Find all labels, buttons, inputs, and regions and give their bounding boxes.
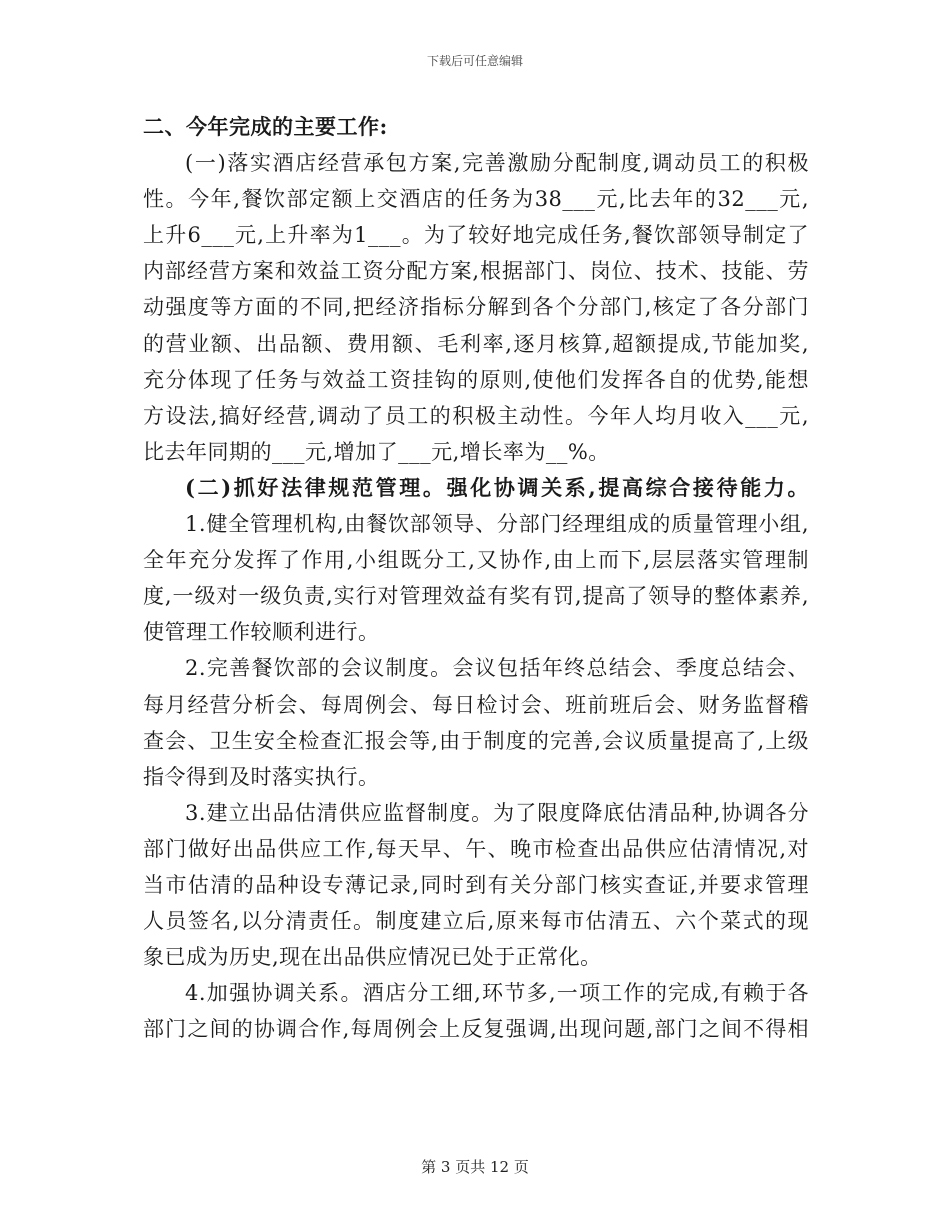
paragraph-line: 方设法,搞好经营,调动了员工的积极主动性。今年人均月收入___元, <box>143 403 809 428</box>
paragraph-line: 动强度等方面的不同,把经济指标分解到各个分部门,核定了各分部门 <box>143 295 809 320</box>
paragraph-line: 2.完善餐饮部的会议制度。会议包括年终总结会、季度总结会、 <box>185 656 809 681</box>
paragraph-line: 每月经营分析会、每周例会、每日检讨会、班前班后会、财务监督稽 <box>143 692 809 717</box>
paragraph-line: 象已成为历史,现在出品供应情况已处于正常化。 <box>143 945 602 970</box>
paragraph-line: (一)落实酒店经营承包方案,完善激励分配制度,调动员工的积极 <box>185 151 809 176</box>
paragraph-line: 部门做好出品供应工作,每天早、午、晚市检查出品供应估清情况,对 <box>143 836 809 861</box>
paragraph-line: 4.加强协调关系。酒店分工细,环节多,一项工作的完成,有赖于各 <box>185 981 809 1006</box>
page-header: 下载后可任意编辑 <box>426 54 523 68</box>
subsection-heading: (二)抓好法律规范管理。强化协调关系,提高综合接待能力。 <box>185 474 809 500</box>
paragraph-line: 充分体现了任务与效益工资挂钩的原则,使他们发挥各自的优势,能想 <box>143 367 809 392</box>
paragraph-line: 度,一级对一级负责,实行对管理效益有奖有罚,提高了领导的整体素养, <box>143 584 809 609</box>
paragraph-line: 上升6___元,上升率为1___。为了较好地完成任务,餐饮部领导制定了 <box>143 223 809 248</box>
paragraph-line: 3.建立出品估清供应监督制度。为了限度降底估清品种,协调各分 <box>185 800 809 825</box>
paragraph-line: 部门之间的协调合作,每周例会上反复强调,出现问题,部门之间不得相 <box>143 1017 809 1042</box>
paragraph-line: 人员签名,以分清责任。制度建立后,原来每市估清五、六个菜式的现 <box>143 909 809 934</box>
paragraph-line: 性。今年,餐饮部定额上交酒店的任务为38___元,比去年的32___元, <box>143 187 809 212</box>
paragraph-line: 查会、卫生安全检查汇报会等,由于制度的完善,会议质量提高了,上级 <box>143 728 809 753</box>
paragraph-line: 当市估清的品种设专薄记录,同时到有关分部门核实查证,并要求管理 <box>143 872 809 897</box>
section-heading: 二、今年完成的主要工作: <box>143 114 388 139</box>
paragraph-line: 指令得到及时落实执行。 <box>143 764 380 789</box>
paragraph-line: 内部经营方案和效益工资分配方案,根据部门、岗位、技术、技能、劳 <box>143 259 809 284</box>
paragraph-line: 比去年同期的___元,增加了___元,增长率为__%。 <box>143 439 610 464</box>
paragraph-line: 全年充分发挥了作用,小组既分工,又协作,由上而下,层层落实管理制 <box>143 548 809 573</box>
paragraph-line: 1.健全管理机构,由餐饮部领导、分部门经理组成的质量管理小组, <box>185 512 809 537</box>
paragraph-line: 的营业额、出品额、费用额、毛利率,逐月核算,超额提成,节能加奖, <box>143 331 809 356</box>
page-footer: 第 3 页共 12 页 <box>421 1158 529 1176</box>
document-body <box>143 109 809 1047</box>
paragraph-line: 使管理工作较顺利进行。 <box>143 620 380 645</box>
